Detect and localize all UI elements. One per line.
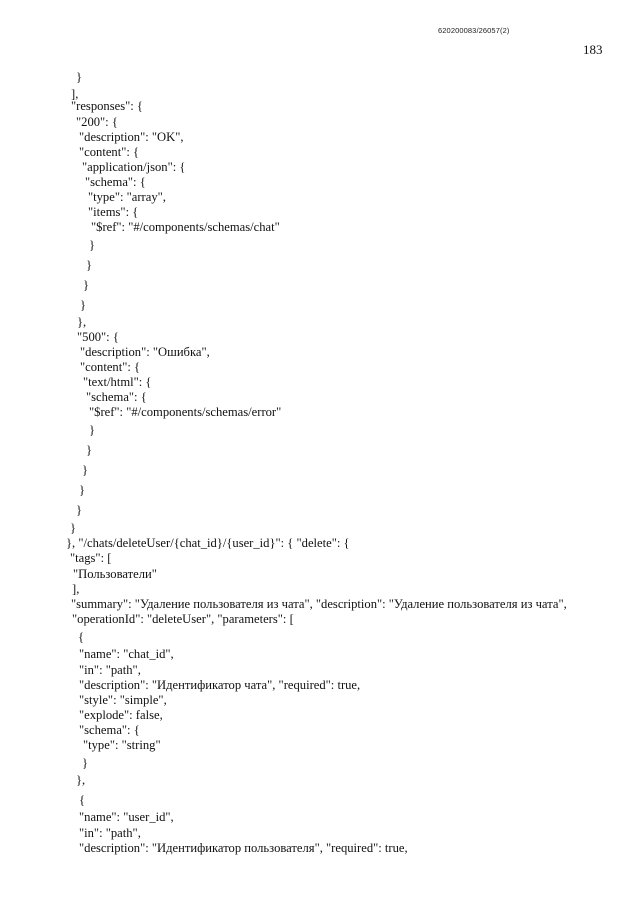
code-line: { — [78, 630, 85, 644]
code-line: } — [83, 278, 90, 292]
code-line: "schema": { — [86, 390, 147, 404]
code-line: } — [89, 423, 96, 437]
code-line: "description": "OK", — [79, 130, 184, 144]
code-line: "summary": "Удаление пользователя из чата", "description": "Удаление пользователя из чата", — [71, 597, 567, 611]
code-line: "Пользователи" — [73, 567, 157, 581]
code-line: "name": "user_id", — [79, 810, 174, 824]
page-number: 183 — [583, 42, 603, 57]
code-line: "$ref": "#/components/schemas/chat" — [91, 220, 280, 234]
code-line: } — [76, 503, 83, 517]
code-line: } — [79, 483, 86, 497]
code-line: "content": { — [79, 145, 140, 159]
code-line: "in": "path", — [79, 663, 141, 677]
code-line: "500": { — [77, 330, 119, 344]
code-line: ], — [71, 87, 79, 101]
code-line: "explode": false, — [79, 708, 163, 722]
code-line: } — [82, 756, 89, 770]
code-line: "type": "string" — [83, 738, 161, 752]
code-line: "in": "path", — [79, 826, 141, 840]
code-line: } — [86, 258, 93, 272]
code-line: "type": "array", — [88, 190, 166, 204]
code-line: } — [76, 70, 83, 84]
code-line: "items": { — [88, 205, 139, 219]
code-line: } — [80, 298, 87, 312]
code-line: "200": { — [76, 115, 118, 129]
code-line: "tags": [ — [70, 551, 112, 565]
code-line: ], — [72, 582, 80, 596]
code-line: "description": "Идентификатор пользователя", "required": true, — [79, 841, 408, 855]
code-line: } — [86, 443, 93, 457]
code-line: "text/html": { — [83, 375, 152, 389]
code-line: { — [79, 793, 86, 807]
code-line: }, "/chats/deleteUser/{chat_id}/{user_id}": { "delete": { — [66, 536, 350, 550]
code-line: "$ref": "#/components/schemas/error" — [89, 405, 282, 419]
code-line: "description": "Идентификатор чата", "required": true, — [79, 678, 361, 692]
code-line: } — [89, 238, 96, 252]
code-line: "name": "chat_id", — [79, 647, 174, 661]
code-line: "responses": { — [71, 99, 143, 113]
document-number: 620200083/26057(2) — [438, 26, 510, 35]
code-line: } — [82, 463, 89, 477]
code-line: } — [70, 521, 77, 535]
code-line: "content": { — [80, 360, 141, 374]
code-line: "schema": { — [79, 723, 140, 737]
code-line: "operationId": "deleteUser", "parameters": [ — [72, 612, 294, 626]
code-line: "schema": { — [85, 175, 146, 189]
code-line: "description": "Ошибка", — [80, 345, 210, 359]
code-line: }, — [76, 773, 86, 787]
code-line: }, — [77, 315, 87, 329]
code-line: "application/json": { — [82, 160, 186, 174]
code-line: "style": "simple", — [79, 693, 167, 707]
